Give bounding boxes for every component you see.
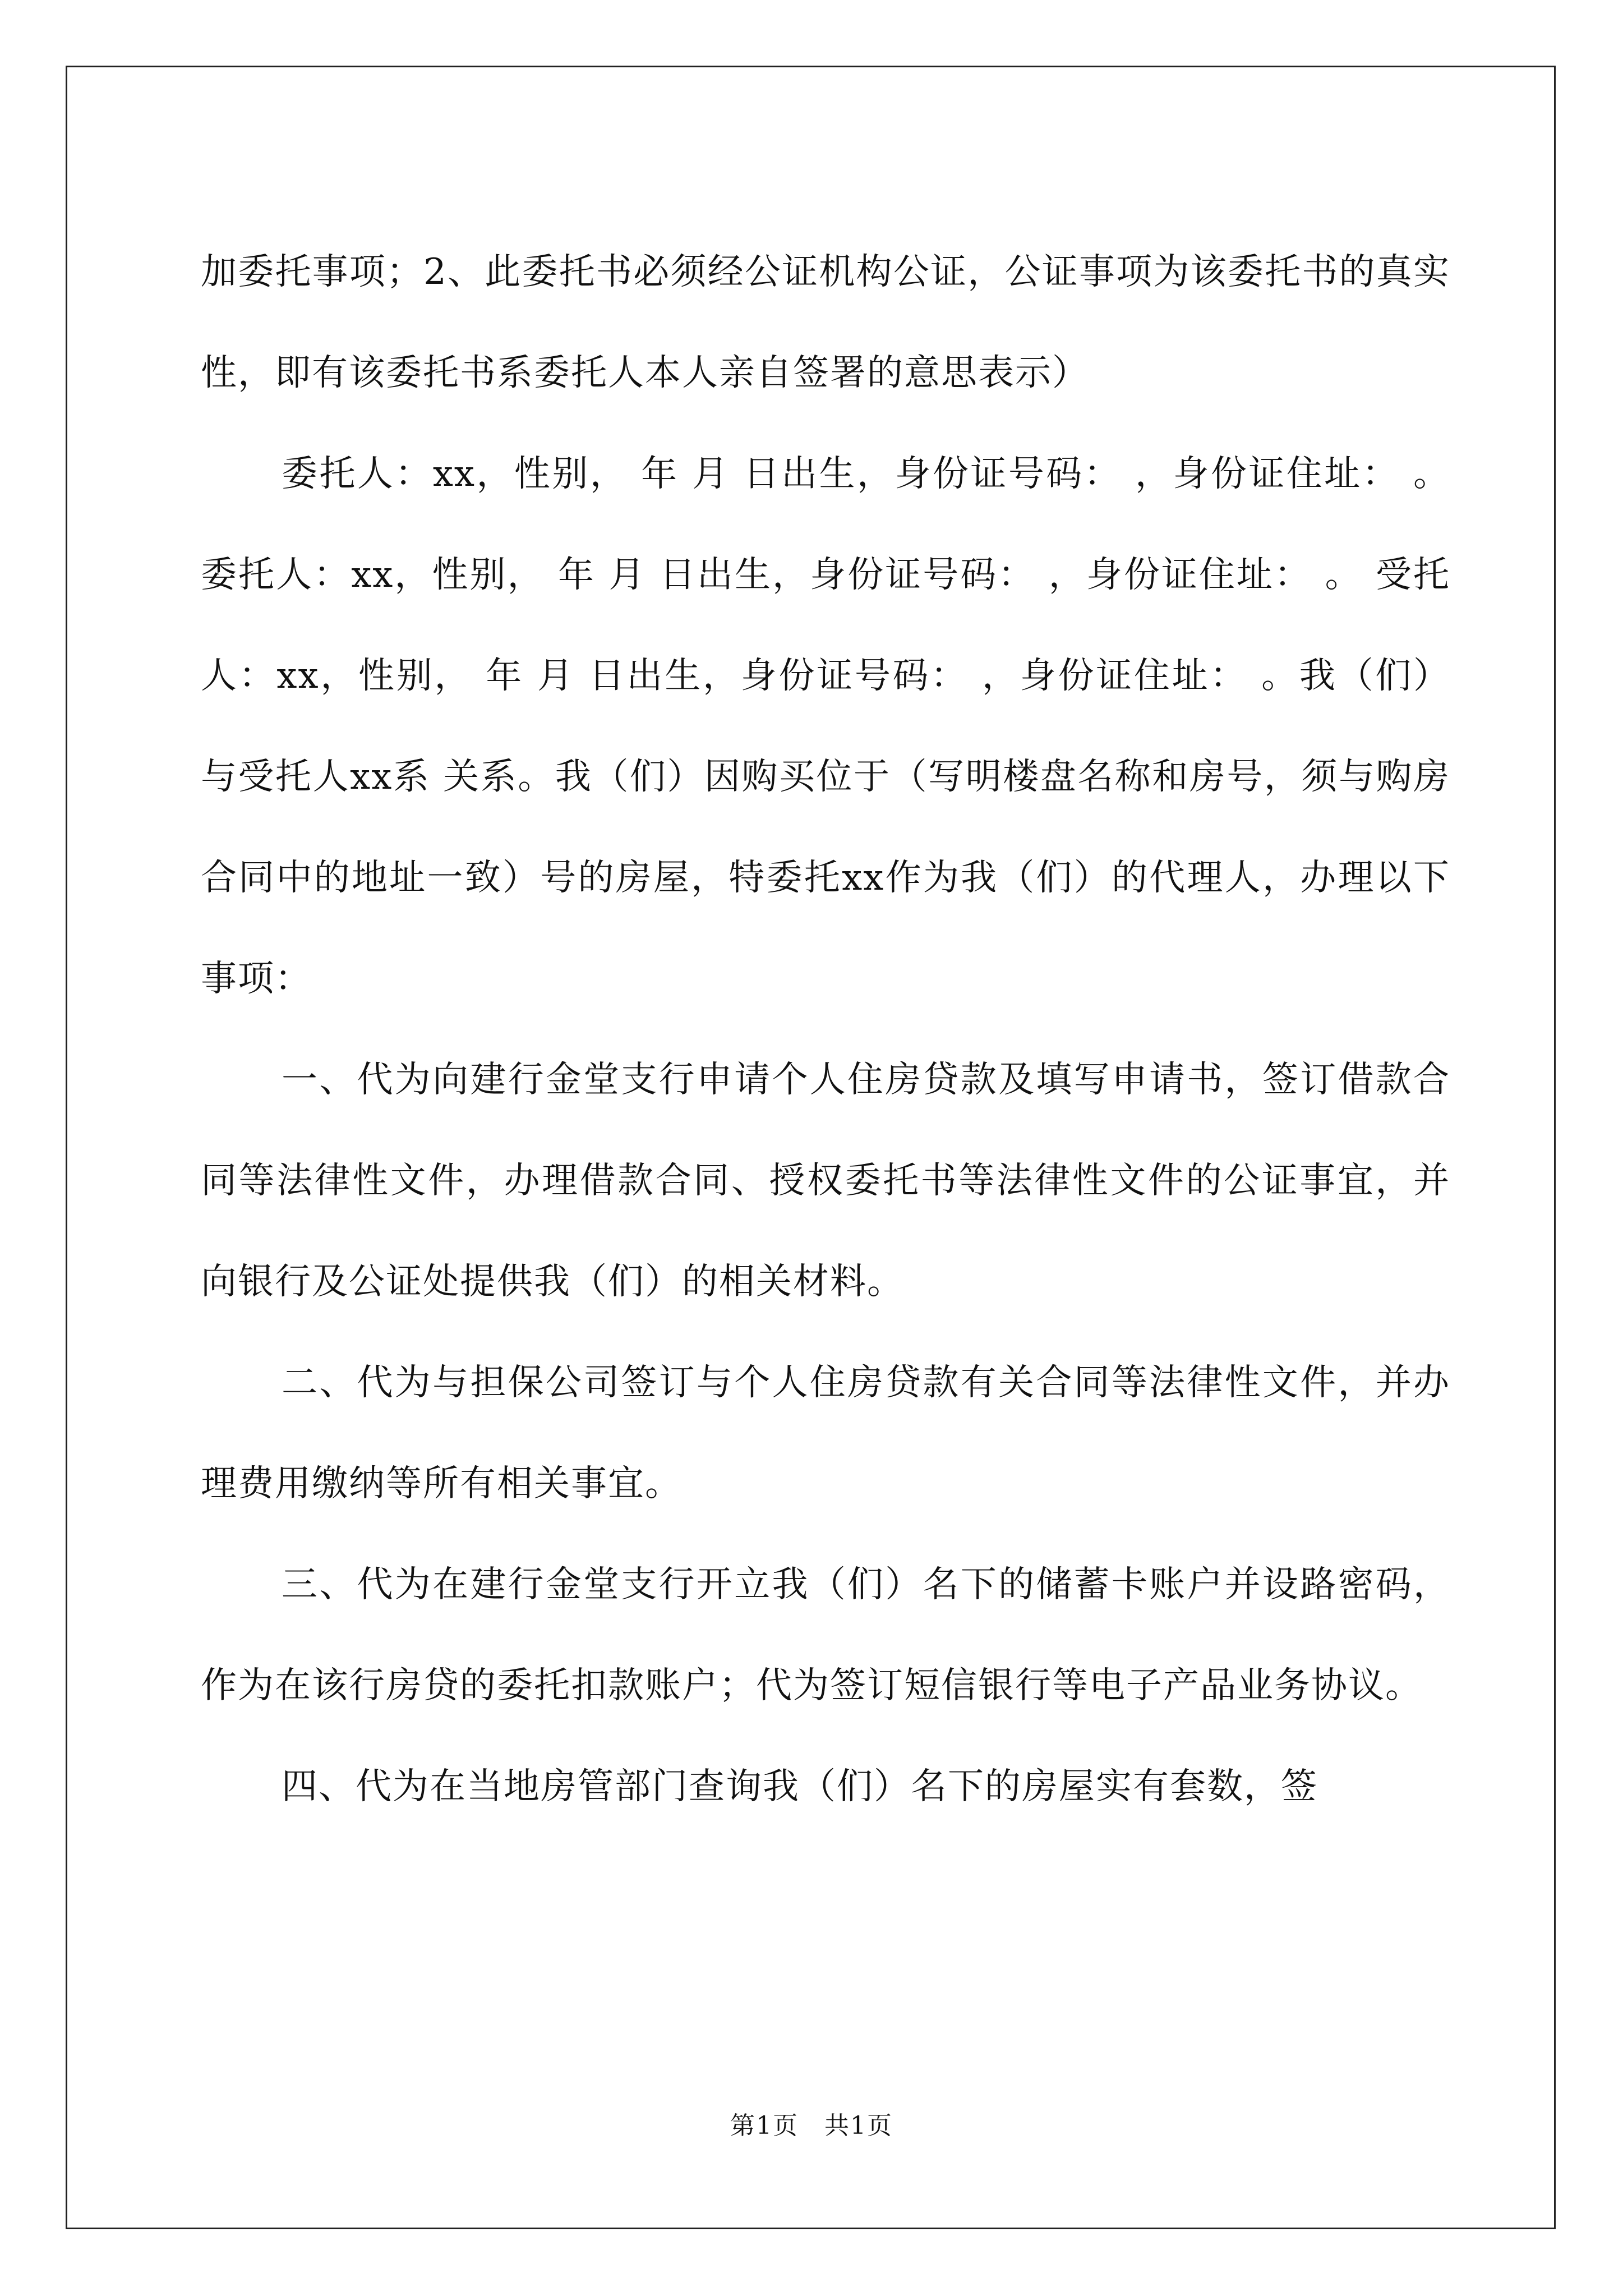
page-number: 第1页 共1页 xyxy=(730,2111,893,2140)
paragraph-item-3: 三、代为在建行金堂支行开立我（们）名下的储蓄卡账户并设路密码，作为在该行房贷的委托扣款账户；代为签订短信银行等电子产品业务协议。 xyxy=(201,1564,1450,1706)
document-body xyxy=(201,222,1450,1837)
paragraph-parties: 委托人：xx，性别， 年 月 日出生，身份证号码： ，身份证住址： 。 委托人：xx，性别， 年 月 日出生，身份证号码： ，身份证住址： 。 受托人：xx，性别， 年 月 日出生，身份证号码： ，身份证住址： 。我（们）与受托人xx系 关系。我（们）因购买位于（写明楼盘名称和房号，须与购房合同中的地址一致）号的房屋，特委托xx作为我（们）的代理人，办理以下事项： xyxy=(201,453,1450,1000)
paragraph-item-2: 二、代为与担保公司签订与个人住房贷款有关合同等法律性文件，并办理费用缴纳等所有相关事宜。 xyxy=(201,1362,1450,1504)
paragraph-item-1: 一、代为向建行金堂支行申请个人住房贷款及填写申请书，签订借款合同等法律性文件，办理借款合同、授权委托书等法律性文件的公证事宜，并向银行及公证处提供我（们）的相关材料。 xyxy=(201,1059,1450,1303)
paragraph-item-4: 四、代为在当地房管部门查询我（们）名下的房屋实有套数，签 xyxy=(282,1766,1318,1807)
paragraph-continuation: 加委托事项；2、此委托书必须经公证机构公证，公证事项为该委托书的真实性，即有该委托书系委托人本人亲自签署的意思表示） xyxy=(201,251,1450,394)
